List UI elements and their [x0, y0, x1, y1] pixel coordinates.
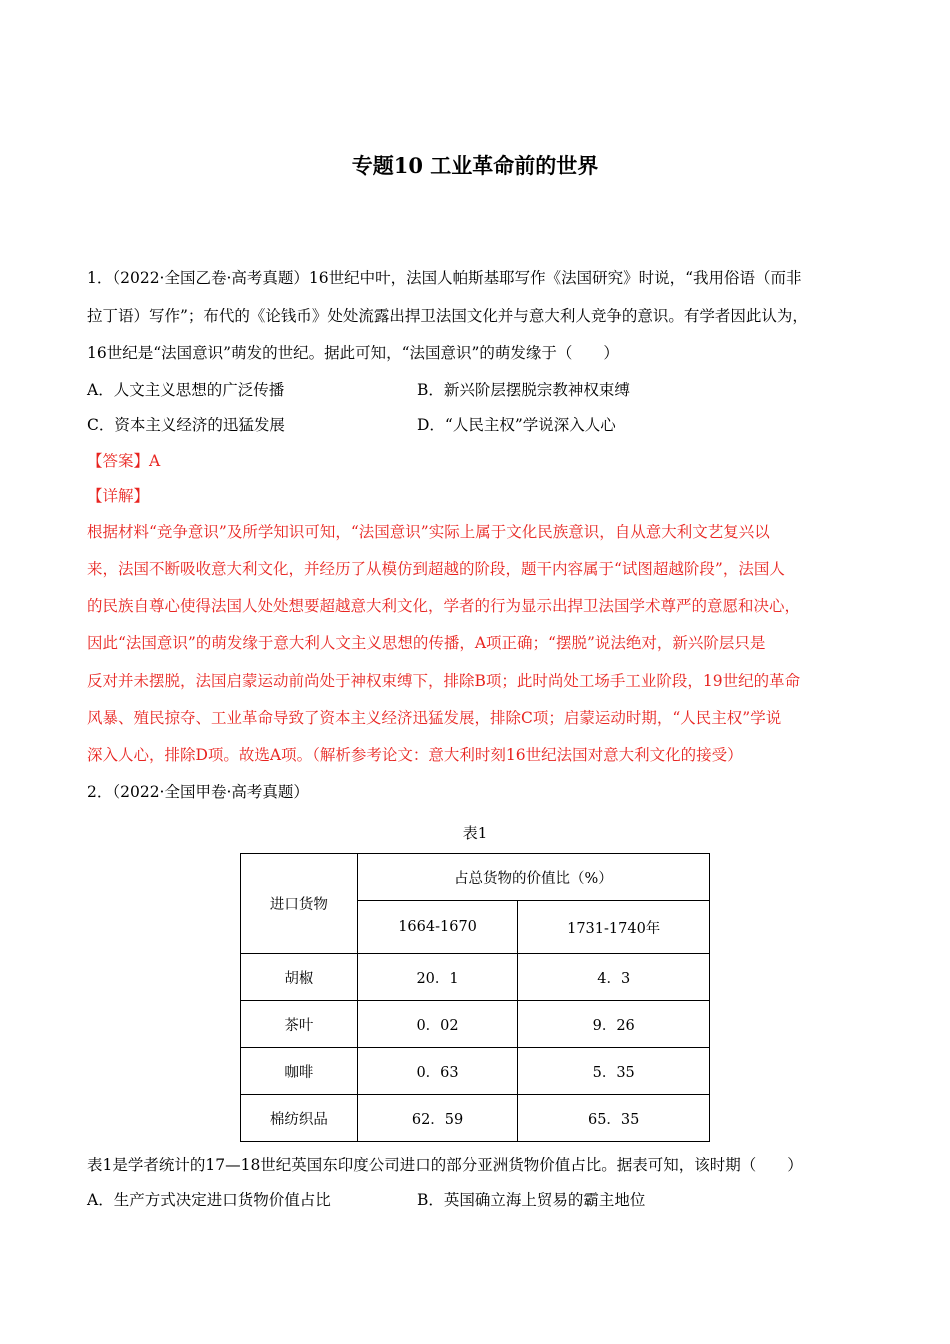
header-period-1: 1664-1670	[357, 901, 518, 954]
page-title: 专题10 工业革命前的世界	[351, 153, 599, 178]
q1-option-c: C．资本主义经济的迅猛发展	[87, 416, 285, 434]
header-period-2: 1731-1740年	[518, 901, 710, 954]
q1-explanation-line-4: 因此“法国意识”的萌发缘于意大利人文主义思想的传播，A项正确；“摆脱”说法绝对，新兴阶层只是	[87, 634, 766, 652]
table-row	[241, 954, 710, 1001]
table-row	[241, 1095, 710, 1142]
q1-option-b: B．新兴阶层摆脱宗教神权束缚	[417, 381, 630, 399]
header-goods: 进口货物	[241, 854, 358, 954]
table-row	[241, 1001, 710, 1048]
q2-option-b: B．英国确立海上贸易的霸主地位	[417, 1191, 646, 1209]
q1-explanation-line-1: 根据材料“竞争意识”及所学知识可知，“法国意识”实际上属于文化民族意识，自从意大利文艺复兴以	[87, 523, 770, 541]
q2-header: 2．（2022·全国甲卷·高考真题）	[87, 783, 309, 801]
q2-option-a: A．生产方式决定进口货物价值占比	[87, 1191, 331, 1209]
goods-name: 胡椒	[241, 954, 358, 1001]
value-period-2: 5．35	[518, 1048, 710, 1095]
value-period-1: 0．02	[357, 1001, 518, 1048]
q1-stem-line-1: 1．（2022·全国乙卷·高考真题）16世纪中叶，法国人帕斯基耶写作《法国研究》时说，“我用俗语（而非	[87, 269, 802, 287]
goods-name: 咖啡	[241, 1048, 358, 1095]
q1-answer: 【答案】A	[87, 452, 161, 470]
q1-stem-line-3: 16世纪是“法国意识”萌发的世纪。据此可知，“法国意识”的萌发缘于（ ）	[87, 344, 619, 362]
q1-explanation-line-6: 风暴、殖民掠夺、工业革命导致了资本主义经济迅猛发展，排除C项；启蒙运动时期，“人民主权”学说	[87, 709, 782, 727]
header-value-share: 占总货物的价值比（%）	[357, 854, 709, 901]
q1-explanation-line-7: 深入人心，排除D项。故选A项。（解析参考论文：意大利时刻16世纪法国对意大利文化的接受）	[87, 746, 743, 764]
q1-option-a: A．人文主义思想的广泛传播	[87, 381, 285, 399]
value-period-2: 9．26	[518, 1001, 710, 1048]
q1-stem-line-2: 拉丁语）写作”；布代的《论钱币》处处流露出捍卫法国文化并与意大利人竞争的意识。有学者因此认为，	[87, 307, 808, 325]
import-goods-table	[240, 853, 710, 1142]
q1-option-d: D．“人民主权”学说深入人心	[417, 416, 616, 434]
table-row	[241, 1048, 710, 1095]
q1-detail-label: 【详解】	[87, 487, 150, 505]
table-caption: 表1	[462, 824, 488, 842]
goods-name: 棉纺织品	[241, 1095, 358, 1142]
q1-explanation-line-2: 来，法国不断吸收意大利文化，并经历了从模仿到超越的阶段，题干内容属于“试图超越阶段”，法国人	[87, 560, 785, 578]
value-period-2: 65．35	[518, 1095, 710, 1142]
q1-explanation-line-3: 的民族自尊心使得法国人处处想要超越意大利文化，学者的行为显示出捍卫法国学术尊严的意愿和决心，	[87, 597, 801, 615]
table-header-row	[241, 854, 710, 901]
value-period-1: 20．1	[357, 954, 518, 1001]
q2-stem: 表1是学者统计的17—18世纪英国东印度公司进口的部分亚洲货物价值占比。据表可知，该时期（ ）	[87, 1156, 803, 1174]
value-period-1: 62．59	[357, 1095, 518, 1142]
value-period-2: 4．3	[518, 954, 710, 1001]
goods-name: 茶叶	[241, 1001, 358, 1048]
q1-explanation-line-5: 反对并未摆脱，法国启蒙运动前尚处于神权束缚下，排除B项；此时尚处工场手工业阶段，19世纪的革命	[87, 672, 801, 690]
value-period-1: 0．63	[357, 1048, 518, 1095]
